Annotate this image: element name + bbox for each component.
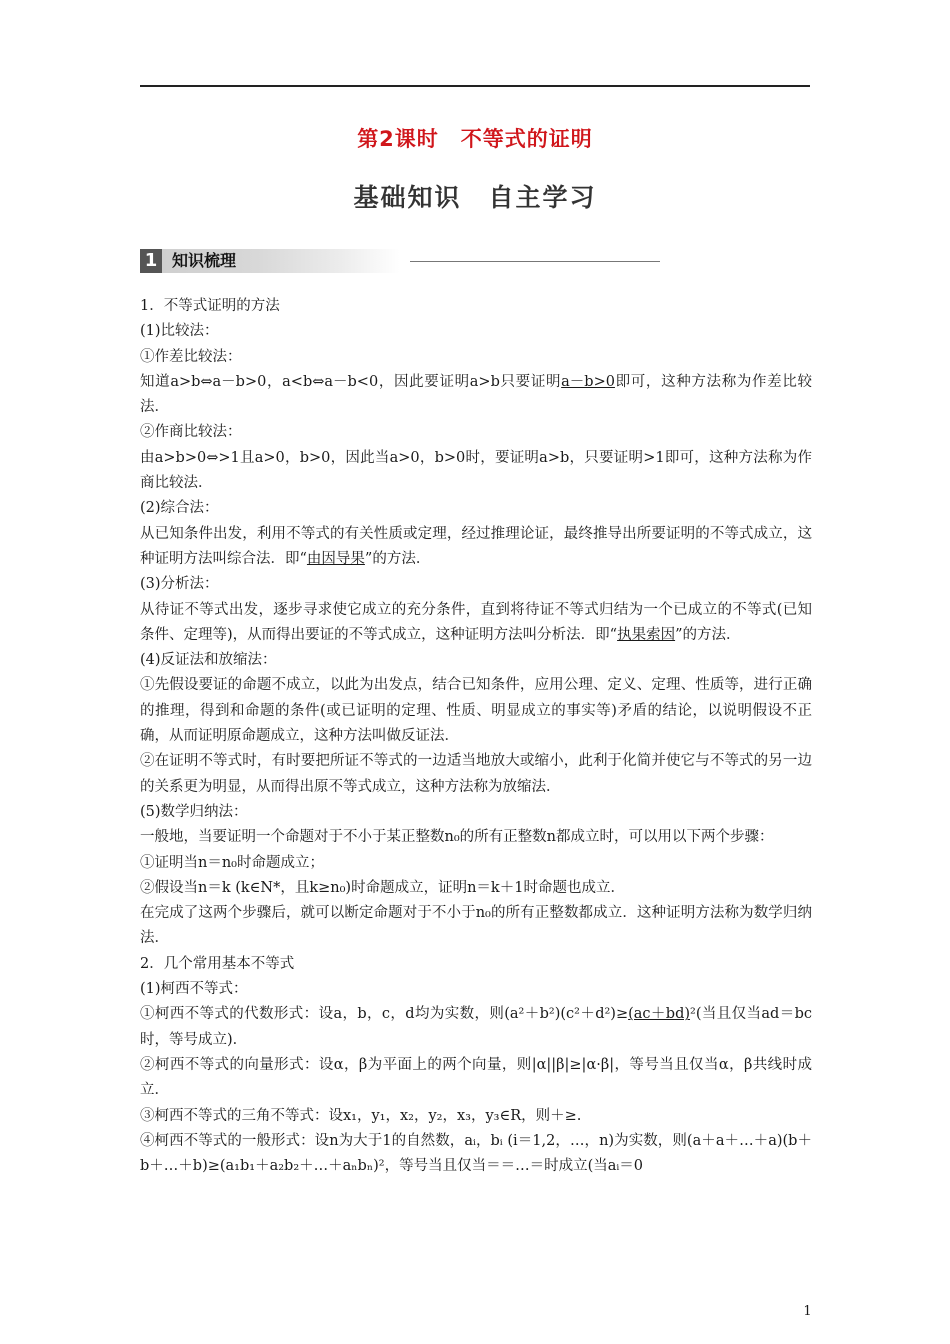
paragraph: (4)反证法和放缩法： [140, 652, 277, 669]
paragraph: (3)分析法： [140, 576, 219, 593]
text-run: ”的方法． [364, 550, 431, 567]
paragraph: ③柯西不等式的三角不等式：设x₁，y₁，x₂，y₂，x₃，y₃∈R，则＋≥. [140, 1107, 582, 1124]
paragraph: (1)比较法： [140, 323, 219, 340]
paragraph: 一般地，当要证明一个命题对于不小于某正整数n₀的所有正整数n都成立时，可以用以下两个步骤： [140, 829, 774, 846]
text-run: ²(当且仅当ad＝bc时，等号成立)． [140, 1006, 812, 1048]
paragraph: ④柯西不等式的一般形式：设n为大于1的自然数，aᵢ，bᵢ (i＝1,2，…，n)为实数，则(a＋a＋…＋a)(b＋b＋…＋b)≥(a₁b₁＋a₂b₂＋…＋aₙbₙ)²，等号当且仅当＝＝…＝时成立(当aᵢ＝0 [140, 1132, 812, 1175]
paragraph: ②在证明不等式时，有时要把所证不等式的一边适当地放大或缩小，此利于化简并使它与不等式的另一边的关系更为明显，从而得出原不等式成立，这种方法称为放缩法． [140, 753, 812, 795]
text-run: 从待证不等式出发，逐步寻求使它成立的充分条件，直到将待证不等式归结为一个已成立的不等式(已知条件、定理等)，从而得出要证的不等式成立，这种证明方法叫分析法．即“ [140, 601, 812, 643]
subsection-header [140, 248, 530, 274]
paragraph: ②作商比较法： [140, 424, 242, 441]
subsection-label: 知识梳理 [162, 249, 400, 273]
paragraph: ②假设当n＝k (k∈N*，且k≥n₀)时命题成立，证明n＝k＋1时命题也成立． [140, 879, 625, 896]
fill-blank-answer: (ac＋bd) [628, 1006, 691, 1023]
lesson-title: 第2课时 不等式的证明 [357, 127, 593, 151]
text-run: 知道a>b⇔a－b>0，a<b⇔a－b<0，因此要证明a>b只要证明 [140, 373, 562, 390]
text-run: 从已知条件出发，利用不等式的有关性质或定理，经过推理论证，最终推导出所要证明的不等式成立，这种证明方法叫综合法．即“ [140, 525, 812, 567]
fill-blank-answer: 执果索因 [617, 626, 676, 643]
paragraph: ①先假设要证的命题不成立，以此为出发点，结合已知条件，应用公理、定义、定理、性质等，进行正确的推理，得到和命题的条件(或已证明的定理、性质、明显成立的事实等)矛盾的结论，以说明假设不正确，从而证明原命题成立，这种方法叫做反证法． [140, 677, 812, 745]
subsection-number: 1 [140, 249, 162, 273]
paragraph [140, 370, 812, 421]
section-title: 基础知识 自主学习 [353, 183, 597, 212]
paragraph [140, 1002, 812, 1053]
document-body [140, 294, 812, 1179]
paragraph: (5)数学归纳法： [140, 803, 248, 820]
header-rule [140, 85, 810, 87]
subsection-rule [410, 261, 660, 262]
paragraph: ②柯西不等式的向量形式：设α，β为平面上的两个向量，则|α||β|≥|α·β|，等号当且仅当α，β共线时成立． [140, 1056, 812, 1099]
paragraph [140, 598, 812, 649]
paragraph: ①作差比较法： [140, 348, 242, 365]
text-run: ”的方法． [675, 626, 741, 643]
paragraph: 2．几个常用基本不等式 [140, 955, 295, 972]
paragraph: (2)综合法： [140, 500, 219, 517]
paragraph: (1)柯西不等式： [140, 981, 248, 998]
fill-blank-answer: a－b>0 [561, 373, 615, 390]
text-run: 即可，这种方法称为作差比较法． [140, 373, 812, 416]
paragraph [140, 522, 812, 573]
page-number: 1 [803, 1304, 812, 1319]
text-run: ①柯西不等式的代数形式：设a，b，c，d均为实数，则(a²＋b²)(c²＋d²)≥ [140, 1006, 629, 1023]
paragraph: 由a>b>0⇔>1且a>0，b>0，因此当a>0，b>0时，要证明a>b，只要证明>1即可，这种方法称为作商比较法． [140, 449, 812, 492]
paragraph: 在完成了这两个步骤后，就可以断定命题对于不小于n₀的所有正整数都成立．这种证明方法称为数学归纳法． [140, 905, 812, 947]
fill-blank-answer: 由因导果 [306, 550, 365, 567]
paragraph: ①证明当n＝n₀时命题成立； [140, 854, 324, 871]
paragraph: 1．不等式证明的方法 [140, 298, 280, 314]
